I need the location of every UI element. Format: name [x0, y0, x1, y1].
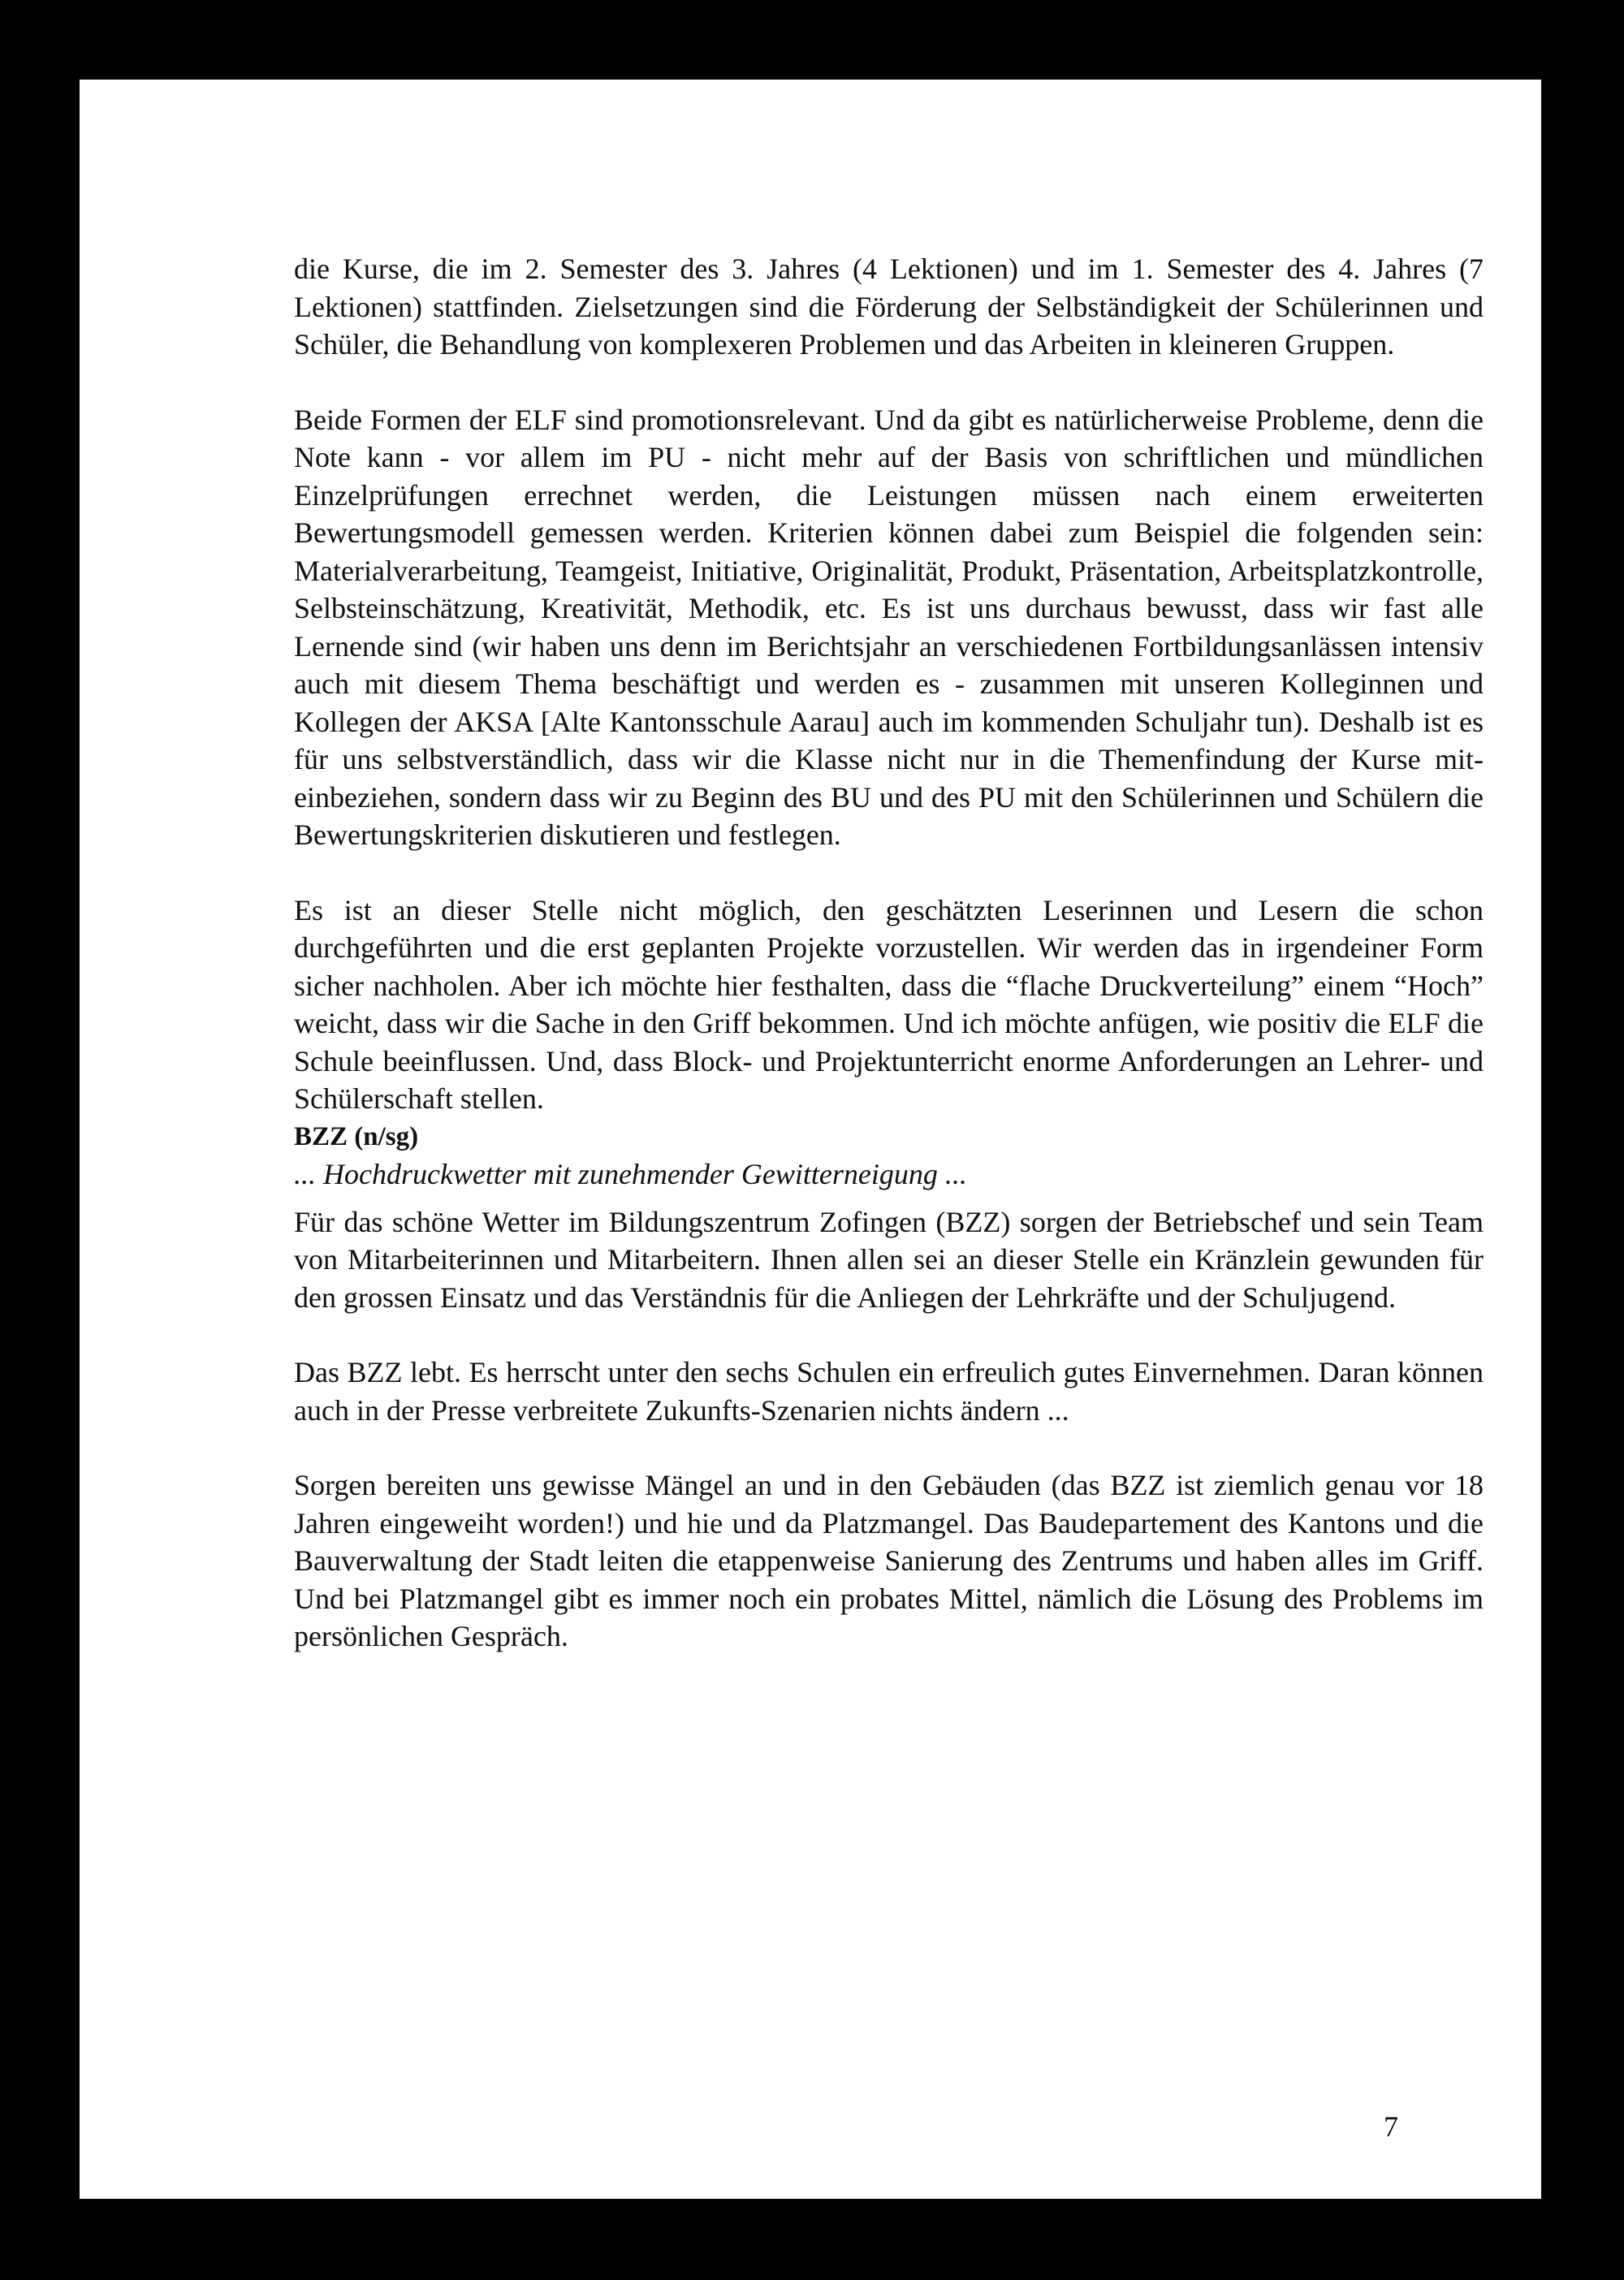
paragraph-course-goals: die Kurse, die im 2. Semester des 3. Jahres (4 Lektionen) und im 1. Semester des 4. Jahres (7 Lektionen) stattfinden. Zielsetzungen sind die Förderung der Selbständigkeit der Schülerinnen und Schüler, die Behandlung von komplexeren Problemen und das Arbeiten in kleineren Gruppen.: [294, 253, 1484, 361]
paragraph-bzz-staff: Für das schöne Wetter im Bildungszentrum Zofingen (BZZ) sorgen der Betriebschef und sein Team von Mitarbeiterinnen und Mitarbeitern. Ihnen allen sei an dieser Stelle ein Kränzlein gewunden für den grossen Einsatz und das Verständnis für die Anliegen der Lehrkräfte und der Schuljugend.: [294, 1205, 1484, 1314]
paragraph-projects: Es ist an dieser Stelle nicht möglich, den geschätzten Leserinnen und Lesern die schon durchgeführten und die erst geplanten Projekte vorzustellen. Wir werden das in irgendeiner Form sicher nachholen. Aber ich möchte hier festhalten, dass die “flache Druckverteilung” einem “Hoch” weicht, dass wir die Sache in den Griff bekommen. Und ich möchte anfügen, wie positiv die ELF die Schule beeinflussen. Und, dass Block- und Projektunterricht enorme Anforderungen an Lehrer- und Schülerschaft stellen.: [294, 893, 1484, 1115]
scanned-page: [80, 80, 1541, 2199]
section-subtitle: ... Hochdruckwetter mit zunehmender Gewitterneigung ...: [294, 1158, 967, 1190]
paragraph-assessment: Beide Formen der ELF sind promotionsrelevant. Und da gibt es natürlicherweise Probleme, denn die Note kann - vor allem im PU - nicht mehr auf der Basis von schriftlichen und mündlichen Einzelprüfungen errechnet werden, die Leistungen müssen nach einem erweiterten Bewertungsmodell gemessen werden. Kriterien können dabei zum Beispiel die folgenden sein: Materialverarbeitung, Teamgeist, Initiative, Originalität, Produkt, Präsentation, Arbeitsplatzkontrolle, Selbsteinschätzung, Kreativität, Methodik, etc. Es ist uns durchaus bewusst, dass wir fast alle Lernende sind (wir haben uns denn im Berichtsjahr an verschiedenen Fortbildungsanlässen intensiv auch mit diesem Thema beschäftigt und werden es - zusammen mit unseren Kolleginnen und Kollegen der AKSA [Alte Kantonsschule Aarau] auch im kommenden Schuljahr tun). Deshalb ist es für uns selbstverständlich, dass wir die Klasse nicht nur in die Themenfindung der Kurse miteinbeziehen, sondern dass wir zu Beginn des BU und des PU mit den Schülerinnen und Schülern die Bewertungskriterien diskutieren und festlegen.: [294, 403, 1484, 851]
page-number: 7: [1384, 2110, 1398, 2143]
paragraph-bzz-schools: Das BZZ lebt. Es herrscht unter den sechs Schulen ein erfreulich gutes Einvernehmen. Daran können auch in der Presse verbreitete Zukunfts-Szenarien nichts ändern ...: [294, 1356, 1484, 1427]
paragraph-bzz-buildings: Sorgen bereiten uns gewisse Mängel an und in den Gebäuden (das BZZ ist ziemlich genau vor 18 Jahren eingeweiht worden!) und hie und da Platzmangel. Das Baudepartement des Kantons und die Bauverwaltung der Stadt leiten die etappenweise Sanierung des Zentrums und haben alles im Griff. Und bei Platzmangel gibt es immer noch ein probates Mittel, nämlich die Lösung des Problems im persönlichen Gespräch.: [294, 1469, 1484, 1652]
page-body: [294, 250, 1484, 1656]
section-heading: BZZ (n/sg): [294, 1121, 419, 1151]
